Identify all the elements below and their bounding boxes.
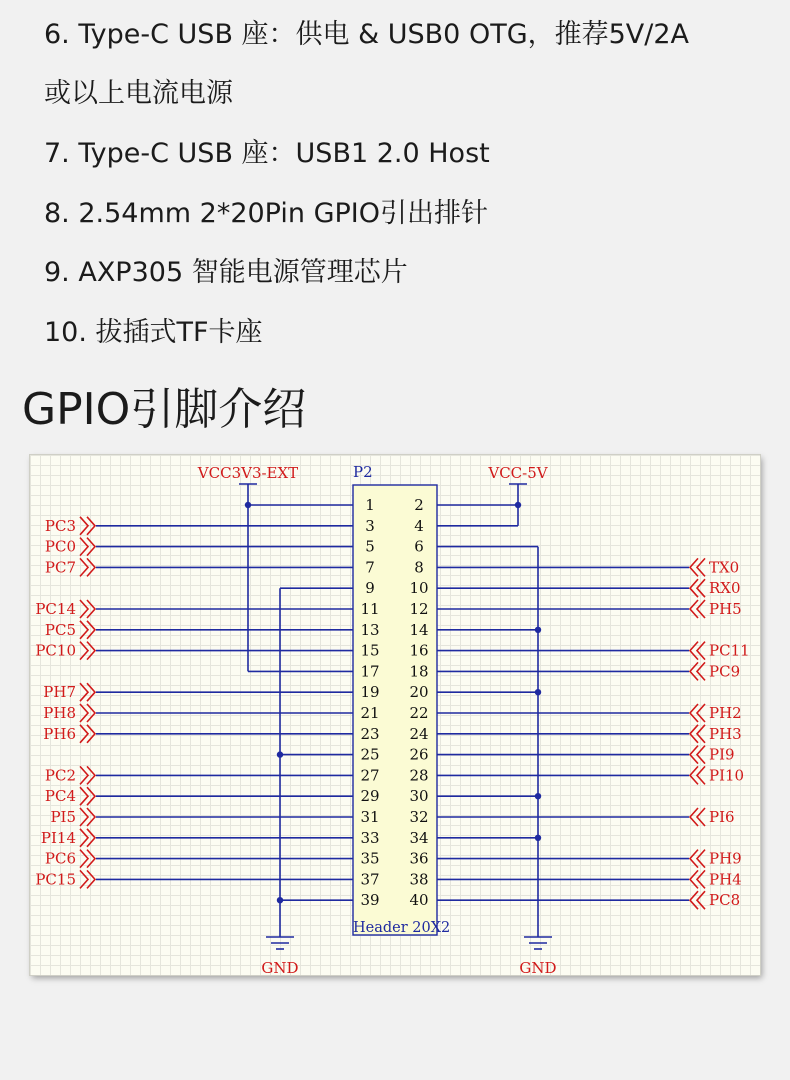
signal-label: PI5 <box>50 808 76 826</box>
port-chevron <box>80 829 88 847</box>
signal-label: TX0 <box>709 558 740 577</box>
pin-number: 36 <box>409 849 429 868</box>
pin-number: 4 <box>414 516 424 535</box>
port-chevron <box>697 891 705 909</box>
spec-item-6-continued: 或以上电流电源 <box>44 78 233 109</box>
port-chevron <box>80 808 88 826</box>
port-chevron <box>697 642 705 660</box>
vcc3v3-label: VCC3V3-EXT <box>197 464 299 482</box>
pin-number: 27 <box>360 766 380 785</box>
spec-item-8: 8. 2.54mm 2*20Pin GPIO引出排针 <box>44 198 488 229</box>
pin-number: 16 <box>409 641 429 660</box>
pin-number: 29 <box>360 787 380 806</box>
port-chevron <box>80 600 88 618</box>
port-chevron <box>697 725 705 743</box>
section-title: GPIO引脚介绍 <box>22 384 307 435</box>
signal-label: RX0 <box>709 579 741 598</box>
port-chevron <box>697 600 705 618</box>
pin-number: 23 <box>360 724 380 743</box>
signal-label: PH5 <box>709 600 742 618</box>
signal-label: PC2 <box>44 766 76 785</box>
pin-number: 19 <box>360 683 380 702</box>
pin-number: 12 <box>409 600 429 618</box>
junction-dot <box>245 502 251 508</box>
signal-label: PI10 <box>709 766 745 785</box>
gnd-left-label: GND <box>261 959 299 975</box>
pin-number: 25 <box>360 745 380 764</box>
pin-number: 21 <box>360 704 380 722</box>
pin-number: 34 <box>409 828 429 847</box>
pin-number: 40 <box>409 891 429 910</box>
pin-number: 6 <box>414 537 424 556</box>
signal-label: PC6 <box>44 849 76 868</box>
junction-dot <box>277 751 283 757</box>
pin-number: 18 <box>409 662 429 681</box>
pin-number: 14 <box>409 620 429 639</box>
port-chevron <box>80 725 88 743</box>
port-chevron <box>80 642 88 660</box>
signal-label: PH8 <box>43 704 76 722</box>
port-chevron <box>80 787 88 805</box>
junction-dot <box>515 502 521 508</box>
spec-item-7: 7. Type-C USB 座：USB1 2.0 Host <box>44 138 490 169</box>
port-chevron <box>697 704 705 722</box>
junction-dot <box>535 793 541 799</box>
signal-label: PH2 <box>709 704 742 722</box>
pin-number: 30 <box>409 787 429 806</box>
signal-label: PC7 <box>44 558 76 577</box>
pin-number: 15 <box>360 641 380 660</box>
pin-number: 17 <box>360 662 380 681</box>
pin-number: 26 <box>409 745 429 764</box>
port-chevron <box>80 621 88 639</box>
pin-number: 5 <box>365 537 375 556</box>
gpio-schematic <box>30 455 760 975</box>
pin-number: 7 <box>365 558 375 577</box>
pin-number: 37 <box>360 870 380 889</box>
signal-label: PH3 <box>709 724 742 743</box>
gnd-symbol-left <box>266 925 294 949</box>
pin-number: 31 <box>360 808 380 826</box>
junction-dot <box>277 897 283 903</box>
junction-dot <box>535 689 541 695</box>
signal-label: PC8 <box>709 891 741 910</box>
pin-number: 39 <box>360 891 380 910</box>
schematic-drawing <box>30 455 760 975</box>
port-chevron <box>697 662 705 680</box>
pin-number: 3 <box>365 516 375 535</box>
port-chevron <box>80 558 88 576</box>
pin-number: 24 <box>409 724 429 743</box>
port-chevron <box>697 766 705 784</box>
spec-item-10: 10. 拔插式TF卡座 <box>44 317 263 348</box>
pin-number: 28 <box>409 766 429 785</box>
port-chevron <box>80 870 88 888</box>
port-chevron <box>80 704 88 722</box>
port-chevron <box>697 850 705 868</box>
pin-number: 33 <box>360 828 380 847</box>
gnd-symbol-right <box>524 925 552 949</box>
signal-label: PC4 <box>44 787 76 806</box>
signal-label: PH4 <box>709 870 742 889</box>
spec-item-9: 9. AXP305 智能电源管理芯片 <box>44 257 408 288</box>
port-chevron <box>697 808 705 826</box>
header-designator: P2 <box>353 463 373 481</box>
signal-label: PC9 <box>709 662 741 681</box>
port-chevron <box>697 746 705 764</box>
pin-number: 1 <box>365 496 375 514</box>
pin-number: 38 <box>409 870 429 889</box>
port-chevron <box>80 766 88 784</box>
pin-number: 13 <box>360 620 380 639</box>
signal-label: PC15 <box>35 870 76 889</box>
pin-number: 11 <box>360 600 380 618</box>
gnd-right-label: GND <box>519 959 557 975</box>
signal-label: PC11 <box>709 641 750 660</box>
signal-label: PC0 <box>44 537 76 556</box>
signal-label: PC14 <box>35 600 76 618</box>
port-chevron <box>697 579 705 597</box>
pin-number: 35 <box>360 849 380 868</box>
signal-label: PH6 <box>43 724 76 743</box>
signal-label: PI14 <box>40 828 76 847</box>
port-chevron <box>80 683 88 701</box>
spec-item-6: 6. Type-C USB 座：供电 & USB0 OTG，推荐5V/2A <box>44 19 690 50</box>
pin-number: 32 <box>409 808 429 826</box>
signal-label: PC10 <box>35 641 76 660</box>
signal-label: PC3 <box>44 516 76 535</box>
signal-label: PC5 <box>44 620 76 639</box>
signal-label: PI6 <box>709 808 735 826</box>
port-chevron <box>80 850 88 868</box>
port-chevron <box>80 517 88 535</box>
junction-dot <box>535 835 541 841</box>
signal-label: PH7 <box>43 683 76 702</box>
port-chevron <box>697 558 705 576</box>
pin-number: 20 <box>409 683 429 702</box>
pin-number: 22 <box>409 704 429 722</box>
port-chevron <box>697 870 705 888</box>
signal-label: PH9 <box>709 849 742 868</box>
signal-label: PI9 <box>709 745 735 764</box>
port-chevron <box>80 538 88 556</box>
pin-number: 2 <box>414 496 424 514</box>
junction-dot <box>535 627 541 633</box>
header-part-name: Header 20X2 <box>353 920 451 936</box>
pin-number: 10 <box>409 579 429 598</box>
pin-number: 8 <box>414 558 424 577</box>
pin-number: 9 <box>365 579 375 598</box>
vcc5v-label: VCC-5V <box>488 464 548 482</box>
